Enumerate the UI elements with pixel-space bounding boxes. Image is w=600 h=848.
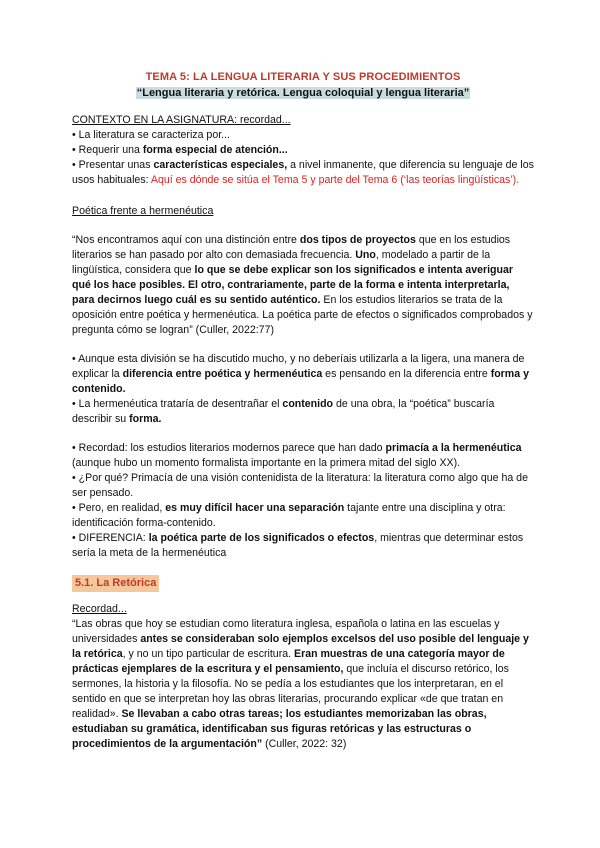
bold-run: Eran muestras de una categoría mayor de prácticas ejemplares de la escritura y el pensamiento, [72,648,505,675]
bold-run: es muy difícil hacer una separación [165,502,345,514]
text-run: • La hermenéutica trataría de desentrañar el [72,398,283,410]
document-content [72,70,534,752]
contexto-bullet-1: • La literatura se caracteriza por... [72,129,230,141]
text-run: “Las obras que hoy se estudian como literatura inglesa, española o latina en las escuelas y universidades [72,618,500,645]
contexto-bullet-3 [72,158,534,188]
bold-run: primacía a la hermenéutica [385,442,522,454]
text-run: • Pero, en realidad, [72,502,166,514]
text-run: (aunque hubo un momento formalista importante en la primera mitad del siglo XX). [72,457,461,469]
page-subtitle [72,86,534,101]
bold-run: forma especial de atención... [142,144,288,156]
contexto-bullet-2 [72,143,534,158]
text-run: “Nos encontramos aquí con una distinción entre [72,234,300,246]
bold-run: la poética parte de los significados o efectos [148,532,375,544]
retorica-quote [72,617,534,752]
bold-run: características especiales, [153,159,288,171]
page-title: TEMA 5: LA LENGUA LITERARIA Y SUS PROCEDIMIENTOS [145,71,461,83]
bold-run: diferencia entre poética y hermenéutica [122,368,323,380]
text-run: de una obra, la “poética” buscaría describir su [72,398,495,425]
page-subtitle-text: “Lengua literaria y retórica. Lengua coloquial y lengua literaria” [136,87,470,99]
text-run: que incluía el discurso retórico, los sermones, la historia y la filosofía. No se pedía a los estudiantes que los interpretaran, en el sentido en que se interpretan hoy las obras literarias, procurando explicar «de que tratan en realidad». [72,663,509,720]
text-run: que en los estudios literarios se han pasado por alto con demasiada frecuencia. [72,234,511,261]
text-run: es pensando en la diferencia entre [322,368,491,380]
text-run: • DIFERENCIA: [72,532,149,544]
text-run: , modelado a partir de la lingüística, considera que [72,249,491,276]
bold-run: forma. [129,413,162,425]
recordad-label: Recordad... [72,603,127,615]
retorica-heading: 5.1. La Retórica [72,575,159,592]
poetica-heading: Poética frente a hermenéutica [72,205,214,217]
bold-run: antes se consideraban solo ejemplos excelsos del uso posible del lenguaje y la retórica [72,633,529,660]
bold-run: Uno [355,249,376,261]
bold-run: lo que se debe explicar son los significados e intenta averiguar qué los hace posibles. El otro, contrariamente, parte de la forma e intenta interpretarla, para decirnos luego cuál es su sentido auténtico. [72,264,514,306]
text-run: tajante entre una disciplina y otra: identificación forma-contenido. [72,502,506,529]
bold-run: forma y contenido. [72,368,529,395]
text-run: , y no un tipo particular de escritura. [122,648,295,660]
recordad-bullet-2: • ¿Por qué? Primacía de una visión contenidista de la literatura: la literatura como algo que ha de ser pensado. [72,472,528,499]
contexto-heading: CONTEXTO EN LA ASIGNATURA: recordad... [72,114,291,126]
text-run: a nivel inmanente, que diferencia su lenguaje de los usos habituales: [72,159,534,186]
text-run: • Requerir una [72,144,143,156]
poetica-section [72,204,534,561]
text-run: • Presentar unas [72,159,154,171]
text-run: En los estudios literarios se trata de la oposición entre poética y hermenéutica. La poética parte de efectos o significados comprobados y pregunta cómo se logran” (Culler, 2022:77) [72,294,533,336]
poetica-bullet-2 [72,397,534,427]
bold-run: dos tipos de proyectos [299,234,416,246]
text-run: • Aunque esta división se ha discutido mucho, y no deberíais utilizarla a la ligera, una manera de explicar la [72,353,525,380]
bold-run: contenido [282,398,334,410]
recordad-bullet-3 [72,501,534,531]
poetica-bullet-1 [72,352,534,397]
recordad-bullet-4 [72,531,534,561]
recordad-bullet-1 [72,441,534,471]
text-run: , mientras que determinar estos sería la meta de la hermenéutica [72,532,524,559]
text-run: (Culler, 2022: 32) [262,738,347,750]
culler-quote [72,233,534,338]
retorica-section [72,575,534,752]
contexto-section [72,113,534,188]
text-run: • Recordad: los estudios literarios modernos parece que han dado [72,442,386,454]
bold-run: Se llevaban a cabo otras tareas; los estudiantes memorizaban las obras, estudiaban su gramática, identificaban sus figuras retóricas y las estructuras o procedimientos de la argumentación” [72,708,487,750]
red-note: Aquí es dónde se sitúa el Tema 5 y parte del Tema 6 (‘las teorías lingüísticas’). [150,174,520,186]
